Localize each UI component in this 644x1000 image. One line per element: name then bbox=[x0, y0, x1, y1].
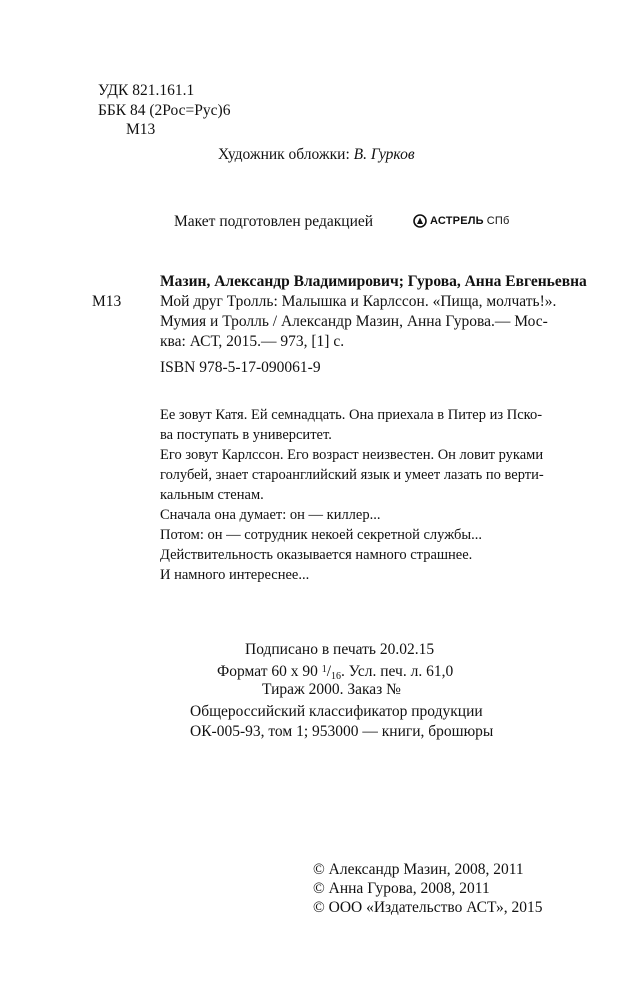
annotation-line: голубей, знает староанглийский язык и умеет лазать по верти- bbox=[160, 467, 544, 483]
record-line: ква: АСТ, 2015.— 973, [1] с. bbox=[160, 333, 345, 350]
astrel-logo-icon bbox=[413, 214, 427, 228]
cover-artist-credit bbox=[218, 145, 415, 165]
annotation-line: ва поступать в университет. bbox=[160, 427, 332, 443]
publisher-logo-sub: СПб bbox=[486, 215, 510, 227]
format-numerator: 1 bbox=[321, 664, 327, 675]
annotation-line: И намного интереснее... bbox=[160, 567, 310, 583]
classifier-line: Общероссийский классификатор продукции bbox=[190, 703, 483, 720]
signed-to-print: Подписано в печать 20.02.15 bbox=[245, 641, 435, 658]
cover-artist-name: В. Гурков bbox=[353, 146, 415, 163]
copyright-line: © Александр Мазин, 2008, 2011 bbox=[313, 861, 524, 878]
circulation: Тираж 2000. Заказ № bbox=[262, 681, 401, 698]
publisher-logo-brand: АСТРЕЛЬ bbox=[430, 215, 484, 227]
annotation-line: Ее зовут Катя. Ей семнадцать. Она приехала в Питер из Пско- bbox=[160, 407, 543, 423]
annotation-line: Его зовут Карлссон. Его возраст неизвестен. Он ловит руками bbox=[160, 447, 544, 463]
udk-code: УДК 821.161.1 bbox=[98, 82, 195, 99]
isbn: ISBN 978-5-17-090061-9 bbox=[160, 359, 321, 376]
classifier-line: ОК-005-93, том 1; 953000 — книги, брошюры bbox=[190, 723, 494, 740]
annotation-line: Действительность оказывается намного страшнее. bbox=[160, 547, 473, 563]
format-prefix: Формат 60 x 90 bbox=[217, 663, 318, 680]
layout-credit: Макет подготовлен редакцией bbox=[174, 213, 374, 230]
bbk-code: ББК 84 (2Рос=Рус)6 bbox=[98, 102, 231, 119]
annotation-line: Сначала она думает: он — киллер... bbox=[160, 507, 381, 523]
format-denominator: 16 bbox=[331, 671, 342, 682]
record-line: Мумия и Тролль / Александр Мазин, Анна Гурова.— Мос- bbox=[160, 313, 548, 330]
record-line: Мой друг Тролль: Малышка и Карлссон. «Пища, молчать!». bbox=[160, 293, 557, 310]
annotation-line: Потом: он — сотрудник некоей секретной службы... bbox=[160, 527, 483, 543]
copyright-line: © ООО «Издательство АСТ», 2015 bbox=[313, 899, 543, 916]
record-authors: Мазин, Александр Владимирович; Гурова, Анна Евгеньевна bbox=[160, 273, 587, 290]
publisher-logo bbox=[413, 211, 510, 231]
cover-artist-label: Художник обложки: bbox=[218, 146, 350, 163]
author-sign: М13 bbox=[126, 121, 156, 138]
record-author-sign: М13 bbox=[92, 293, 122, 310]
copyright-line: © Анна Гурова, 2008, 2011 bbox=[313, 880, 490, 897]
annotation-line: кальным стенам. bbox=[160, 487, 264, 503]
format-suffix: . Усл. печ. л. 61,0 bbox=[341, 663, 454, 680]
print-format: Формат 60 x 90 $^1/_{16}$. Усл. печ. л. 61,0 bbox=[217, 663, 454, 682]
